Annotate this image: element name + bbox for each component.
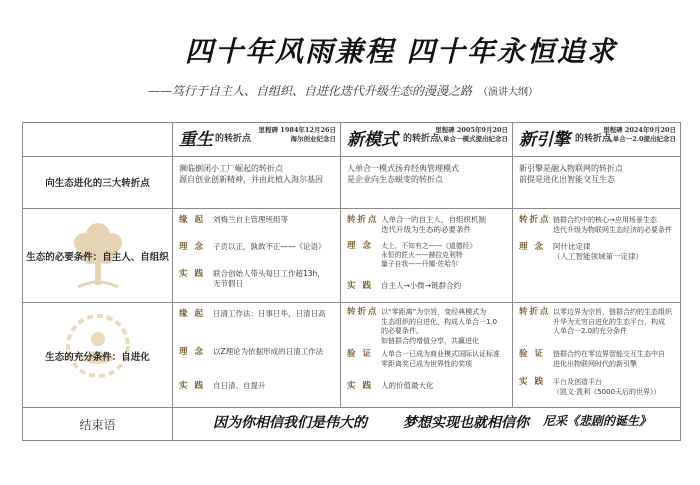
milestone-note: 里程碑 2024年9月20日 人单合一2.0提出纪念日 bbox=[603, 126, 676, 143]
sufficient-cell-new-model bbox=[341, 303, 513, 408]
entry-concept: 理 念 子贡以正，孰敢不正——《论语》 bbox=[179, 242, 326, 252]
row-label: 向生态进化的三大转折点 bbox=[45, 178, 150, 189]
turning-point-cell: 濒临倒闭小工厂崛起的转折点 源自创业创新精神，并由此植入海尔基因 bbox=[173, 157, 341, 209]
era-header-new-engine bbox=[513, 123, 681, 157]
closing-phrases-cell bbox=[173, 408, 681, 441]
era-name: 新引擎 bbox=[519, 130, 570, 150]
necessary-cell-new-engine bbox=[513, 209, 681, 303]
entry-verification: 验 证 人单合一已成为商业模式国际认证标准 零距离奖已成为世界性的奖项 bbox=[347, 349, 500, 368]
entry-concept: 理 念 阿什比定律 （人工智能领域第一定律） bbox=[519, 242, 643, 261]
necessary-cell-new-model bbox=[341, 209, 513, 303]
era-suffix: 的转折点 bbox=[215, 134, 252, 144]
entry-turning-point: 转折点 以零边界为宗旨，链群合约的生态组织 升华为无穷自进化的生态平台，构成 人单合一2.0的充分条件 bbox=[519, 307, 672, 335]
row-label-cell bbox=[23, 157, 173, 209]
entry-origin: 缘 起 刘梅兰自主管理班组等 bbox=[179, 215, 288, 225]
turning-point-cell: 人单合一模式扬弃经典管理模式 是企业向生态蜕变的转折点 bbox=[341, 157, 513, 209]
entry-origin: 缘 起 日清工作法：日事日毕，日清日高 bbox=[179, 309, 326, 319]
page-subtitle bbox=[148, 82, 538, 99]
page-title: 四十年风雨兼程 四十年永恒追求 bbox=[185, 35, 617, 68]
closing-label: 结束语 bbox=[79, 418, 116, 432]
era-suffix: 的转折点 bbox=[403, 134, 440, 144]
entry-turning-point: 转折点 链群合约中的核心→应用场景生态 迭代升级为物联网生态经济的必要条件 bbox=[519, 215, 672, 234]
entry-practice: 实 践 平台及创造平台 （凯文·凯利《5000天后的世界》） bbox=[519, 377, 661, 396]
milestone-note: 里程碑 1984年12月26日 海尔创业纪念日 bbox=[258, 126, 336, 143]
era-name: 重生 bbox=[179, 130, 213, 150]
entry-practice: 实 践 自主人→小微→链群合约 bbox=[347, 281, 462, 291]
entry-turning-point: 转折点 人单合一的自主人，自组织机制 迭代升级为生态的必要条件 bbox=[347, 215, 486, 234]
entry-practice: 实 践 自日清、自提升 bbox=[179, 381, 266, 391]
era-suffix: 的转折点 bbox=[575, 134, 612, 144]
entry-practice: 实 践 人的价值最大化 bbox=[347, 381, 434, 391]
row-label-cell bbox=[23, 303, 173, 408]
subtitle-text: ——笃行于自主人、自组织、自进化迭代升级生态的漫漫之路 bbox=[148, 84, 473, 98]
closing-phrase-3: 尼采《悲剧的诞生》 bbox=[543, 414, 652, 428]
closing-label-cell bbox=[23, 408, 173, 441]
subtitle-note: （演讲大纲） bbox=[478, 87, 539, 98]
era-name: 新模式 bbox=[347, 130, 398, 150]
entry-verification: 验 证 链群合约在零边界智能交互生态中自 进化出物联网时代的新引擎 bbox=[519, 349, 665, 368]
hands-circle-icon bbox=[65, 313, 131, 379]
sufficient-cell-rebirth bbox=[173, 303, 341, 408]
closing-phrase-2: 梦想实现也就相信你 bbox=[403, 415, 529, 431]
turning-points-row bbox=[23, 157, 681, 209]
closing-phrase-1: 因为你相信我们是伟大的 bbox=[213, 415, 367, 431]
row-label-cell bbox=[23, 209, 173, 303]
sufficient-cell-new-engine bbox=[513, 303, 681, 408]
turning-point-cell: 新引擎是融入物联网的转折点 前提是进化出智能交互生态 bbox=[513, 157, 681, 209]
necessary-conditions-row bbox=[23, 209, 681, 303]
era-header-new-model bbox=[341, 123, 513, 157]
entry-turning-point: 转折点 以“零距离”为宗旨，变经典模式为 生态组织的自进化，构成人单合一1.0 的必要条件。 如链群合约增值分享，共赢进化 bbox=[347, 307, 498, 345]
row-label: 生态的充分条件：自进化 bbox=[45, 352, 150, 363]
row-label: 生态的必要条件：自主人、自组织 bbox=[26, 252, 169, 263]
header-corner bbox=[23, 123, 173, 157]
milestone-note: 里程碑 2005年9月20日 人单合一模式提出纪念日 bbox=[435, 126, 508, 143]
outline-table bbox=[22, 122, 681, 441]
entry-concept: 理 念 以Z理论为依据形成的日清工作法 bbox=[179, 347, 324, 357]
entry-concept: 理 念 太上，不知有之——《道德经》 永恒的匠火——赫拉克利特 量子自我——丹娜·佐哈尔 bbox=[347, 241, 477, 268]
era-header-rebirth bbox=[173, 123, 341, 157]
sufficient-conditions-row bbox=[23, 303, 681, 408]
entry-practice: 实 践 联合创始人带头每日工作超13h， 无节假日 bbox=[179, 269, 325, 288]
necessary-cell-rebirth bbox=[173, 209, 341, 303]
header-row bbox=[23, 123, 681, 157]
closing-row bbox=[23, 408, 681, 441]
